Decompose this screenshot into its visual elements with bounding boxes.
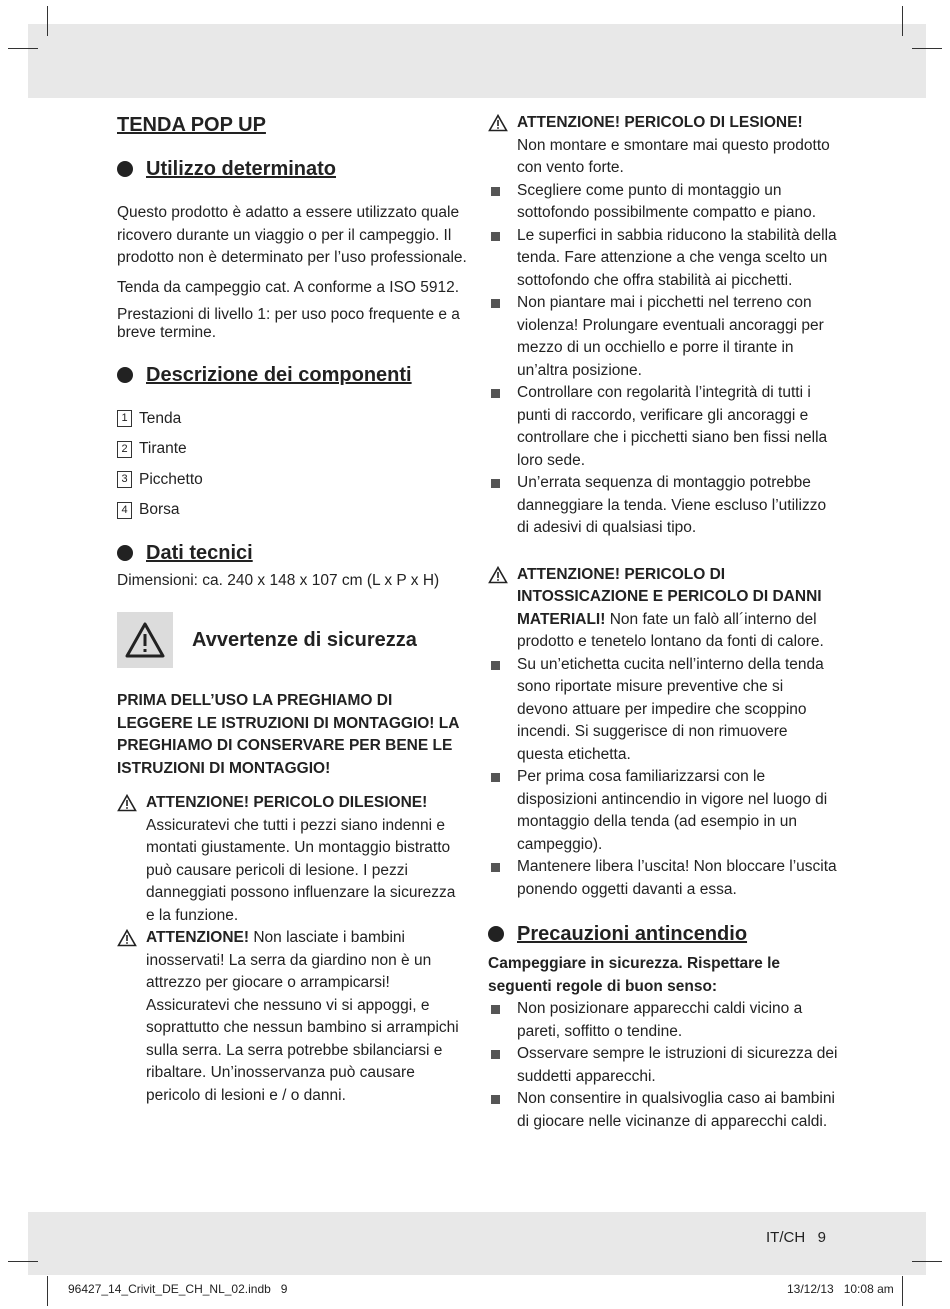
dimensions-text: Dimensioni: ca. 240 x 148 x 107 cm (L x P x H) <box>117 571 440 589</box>
component-item <box>117 408 467 431</box>
list-item-text: Non piantare mai i picchetti nel terreno con violenza! Prolungare eventuali ancoraggi per mezzo di un occhiello e porre il tirante in un’altra posizione. <box>517 294 824 379</box>
page-number: IT/CH 9 <box>766 1229 827 1246</box>
list-item-text: Controllare con regolarità l’integrità di tutti i punti di raccordo, verificare gli ancoraggi e controllare che i picchetti siano ben fissi nella loro sede. <box>517 384 828 469</box>
crop-mark <box>8 48 38 49</box>
list-item <box>488 856 838 901</box>
warning-block <box>488 112 838 180</box>
list-item <box>488 225 838 293</box>
square-bullet-icon <box>488 292 517 382</box>
component-item <box>117 469 467 492</box>
warning-small-icon <box>488 112 517 180</box>
list-item <box>488 292 838 382</box>
component-item <box>117 438 467 461</box>
list-item <box>488 1088 838 1133</box>
fire-subheading: Campeggiare in sicurezza. Rispettare le seguenti regole di buon senso: <box>488 955 781 995</box>
crop-mark <box>902 1276 903 1306</box>
section-heading-intended-use <box>117 156 467 182</box>
heading-text: Descrizione dei componenti <box>146 363 412 386</box>
list-item-text: Non consentire in qualsivoglia caso ai bambini di giocare nelle vicinanze di apparecchi caldi. <box>517 1090 835 1130</box>
item-number-box: 3 <box>117 471 132 488</box>
square-bullet-icon <box>488 225 517 293</box>
component-label: Tenda <box>139 409 182 427</box>
item-number-box: 4 <box>117 502 132 519</box>
list-item <box>488 654 838 767</box>
warning-title: ATTENZIONE! PERICOLO DILESIONE! <box>146 794 428 811</box>
square-bullet-icon <box>488 766 517 856</box>
component-label: Picchetto <box>139 470 203 488</box>
document-title: TENDA POP UP <box>117 114 266 136</box>
warning-title: ATTENZIONE! PERICOLO DI INTOSSICAZIONE E PERICOLO DI DANNI MATERIALI! <box>517 565 822 628</box>
crop-mark <box>8 1261 38 1262</box>
date-slug: 13/12/13 10:08 am <box>787 1282 894 1296</box>
paragraph: Questo prodotto è adatto a essere utilizzato quale ricovero durante un viaggio o per il campeggio. Il prodotto non è determinato per l’uso professionale. <box>117 204 467 266</box>
warning-triangle-icon <box>117 612 173 668</box>
item-number-box: 2 <box>117 441 132 458</box>
crop-mark <box>47 1276 48 1306</box>
component-label: Borsa <box>139 501 180 518</box>
bullet-dot-icon <box>117 161 133 177</box>
square-bullet-icon <box>488 472 517 540</box>
warning-block <box>117 792 467 927</box>
list-item-text: Un’errata sequenza di montaggio potrebbe danneggiare la tenda. Viene escluso l’utilizzo di adesivi di qualsiasi tipo. <box>517 474 827 536</box>
list-item-text: Su un’etichetta cucita nell’interno della tenda sono riportate misure preventive che si devono attuare per impedire che scoppino incendi. Si suggerisce di non rimuovere questa etichetta. <box>517 655 824 763</box>
warning-text: Non montare e smontare mai questo prodotto con vento forte. <box>517 136 830 176</box>
item-number-box: 1 <box>117 410 132 427</box>
square-bullet-icon <box>488 856 517 901</box>
list-item-text: Per prima cosa familiarizzarsi con le disposizioni antincendio in vigore nel luogo di montaggio della tenda (ad esempio in un campeggio). <box>517 768 828 853</box>
header-band <box>28 24 926 98</box>
warning-small-icon <box>117 927 146 1107</box>
crop-mark <box>47 6 48 36</box>
heading-text: Utilizzo determinato <box>146 158 337 180</box>
warning-text: Assicuratevi che tutti i pezzi siano indenni e montati giustamente. Un montaggio bistratto può causare pericoli di lesione. I pezzi danneggiati possono influenzare la sicurezza e la funzione. <box>146 816 456 924</box>
square-bullet-icon <box>488 180 517 225</box>
component-item <box>117 499 467 522</box>
list-item-text: Non posizionare apparecchi caldi vicino a pareti, soffitto o tendine. <box>517 1000 803 1040</box>
warning-small-icon <box>117 792 146 927</box>
list-item <box>488 998 838 1043</box>
paragraph: Tenda da campeggio cat. A conforme a ISO 5912. <box>117 278 460 296</box>
list-item-text: Mantenere libera l’uscita! Non bloccare l’uscita ponendo oggetti davanti a essa. <box>517 858 837 898</box>
list-item <box>488 766 838 856</box>
warning-small-icon <box>488 564 517 654</box>
left-column <box>117 112 467 1107</box>
paragraph: Prestazioni di livello 1: per uso poco frequente e a breve termine. <box>117 305 460 341</box>
square-bullet-icon <box>488 382 517 472</box>
list-item <box>488 382 838 472</box>
list-item-text: Le superfici in sabbia riducono la stabilità della tenda. Fare attenzione a che venga scelto un sottofondo che offra stabilità ai picchetti. <box>517 226 837 289</box>
section-heading-components <box>117 362 467 388</box>
safety-heading <box>117 612 467 668</box>
crop-mark <box>912 1261 942 1262</box>
bullet-dot-icon <box>117 367 133 383</box>
list-item-text: Osservare sempre le istruzioni di sicurezza dei suddetti apparecchi. <box>517 1045 838 1085</box>
crop-mark <box>902 6 903 36</box>
list-item <box>488 180 838 225</box>
read-instructions-notice: PRIMA DELL’USO LA PREGHIAMO DI LEGGERE LE ISTRUZIONI DI MONTAGGIO! LA PREGHIAMO DI CONSERVARE PER BENE LE ISTRUZIONI DI MONTAGGIO! <box>117 692 459 777</box>
file-slug: 96427_14_Crivit_DE_CH_NL_02.indb 9 <box>68 1282 288 1296</box>
warning-title: ATTENZIONE! <box>146 929 250 946</box>
warning-text: Non lasciate i bambini inosservati! La serra da giardino non è un attrezzo per giocare o arrampicarsi! Assicuratevi che nessuno vi si appoggi, e soprattutto che nessun bambino si arrampichi sulla serra. La serra potrebbe sbilanciarsi e ribaltare. Un’inosservanza può causare pericolo di lesioni e / o danni. <box>146 929 459 1104</box>
warning-block <box>488 564 838 654</box>
right-column <box>488 112 838 1133</box>
section-heading-fire-precautions <box>488 921 838 947</box>
section-heading-technical-data <box>117 540 467 566</box>
component-label: Tirante <box>139 440 187 457</box>
square-bullet-icon <box>488 654 517 767</box>
heading-text: Precauzioni antincendio <box>517 923 748 945</box>
list-item <box>488 472 838 540</box>
bullet-dot-icon <box>117 545 133 561</box>
square-bullet-icon <box>488 998 517 1043</box>
list-item <box>488 1043 838 1088</box>
crop-mark <box>912 48 942 49</box>
safety-title: Avvertenze di sicurezza <box>192 628 417 651</box>
square-bullet-icon <box>488 1043 517 1088</box>
warning-title: ATTENZIONE! PERICOLO DI LESIONE! <box>517 114 803 131</box>
warning-block <box>117 927 467 1107</box>
bullet-dot-icon <box>488 926 504 942</box>
list-item-text: Scegliere come punto di montaggio un sottofondo possibilmente compatto e piano. <box>517 181 816 221</box>
warning-text: Non fate un falò all´interno del prodotto e tenetelo lontano da fonti di calore. <box>517 610 824 650</box>
square-bullet-icon <box>488 1088 517 1133</box>
heading-text: Dati tecnici <box>146 541 253 564</box>
